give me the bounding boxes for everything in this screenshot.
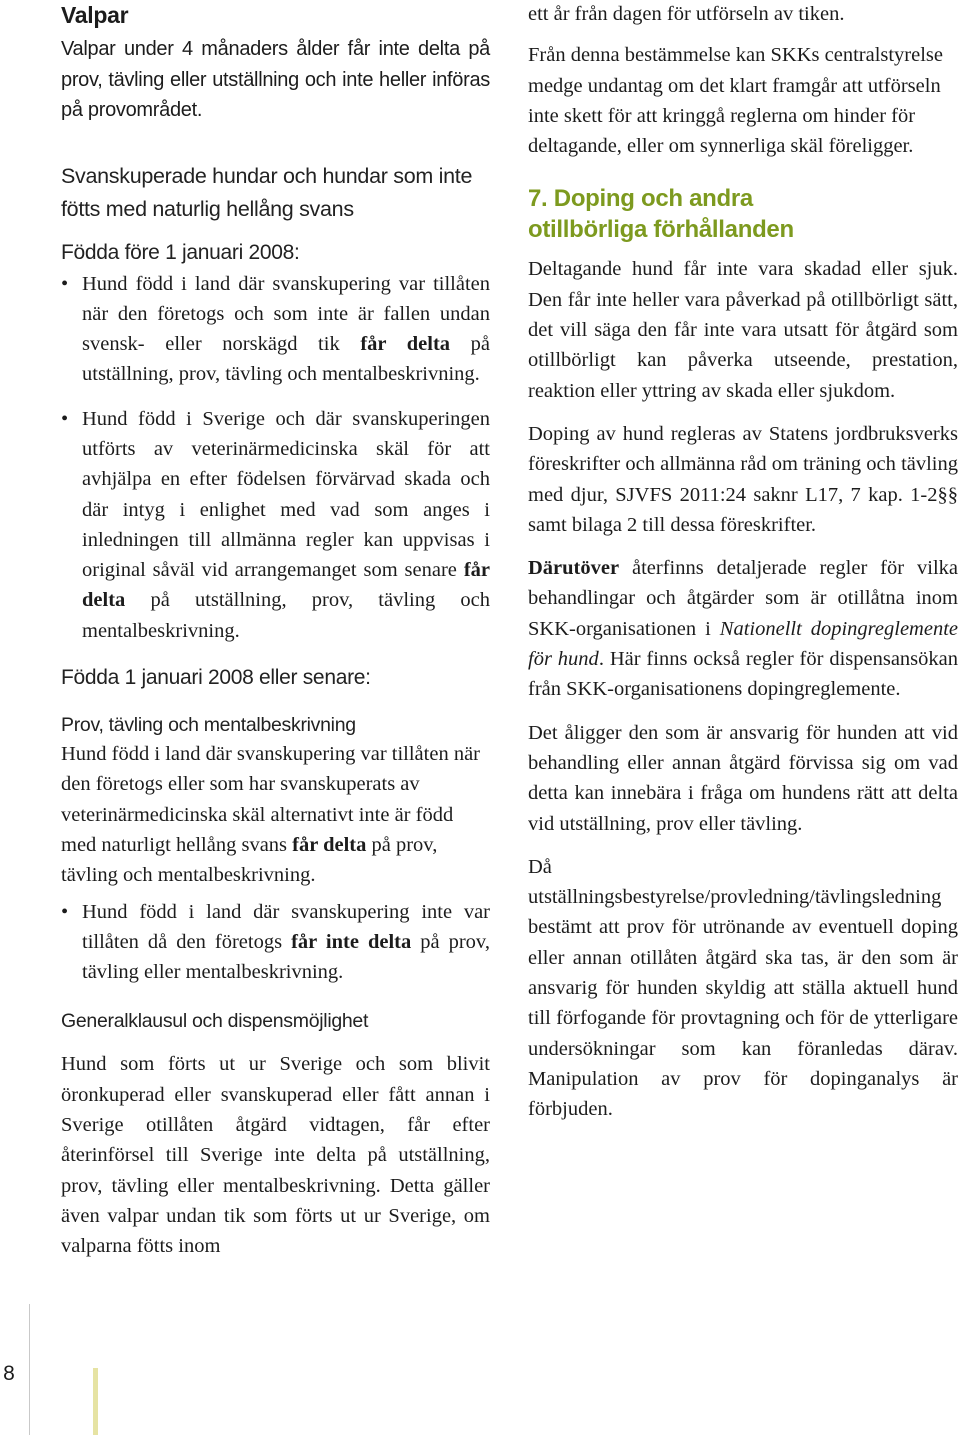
page-number: 8	[3, 1362, 15, 1385]
tail-docked-heading-l1: Svanskuperade hundar och hundar som inte	[61, 163, 473, 188]
left-column	[61, 0, 490, 1262]
prov-heading: Prov, tävling och mentalbeskrivning	[61, 714, 356, 737]
bullet-icon: •	[61, 900, 69, 923]
valpar-heading: Valpar	[61, 2, 129, 28]
bullet-icon: •	[61, 272, 69, 295]
general-clause-paragraph: Hund som förts ut ur Sverige och som blivit öronkuperad eller svanskuperad eller fått annan i Sverige otillåten åtgärd vidtagen, får efter återinförsel till Sverige inte delta på utställning, prov, tävling eller mentalbeskrivning. Detta gäller även valpar undan tik som förts ut ur Sverige, om valparna fötts inom	[61, 1053, 490, 1258]
general-clause-heading: Generalklausul och dispensmöjlighet	[61, 1010, 369, 1033]
continued-text: ett år från dagen för utförseln av tiken.	[528, 3, 845, 25]
doping-paragraph-1: Deltagande hund får inte vara skadad eller sjuk. Den får inte heller vara påverkad på otillbörligt sätt, det vill säga den får inte vara utsatt för åtgärd som otillbörligt kan påverka utseende, prestation, reaktion eller yttring av skada eller sjukdom.	[528, 258, 958, 402]
bullet-icon: •	[61, 407, 69, 430]
doping-heading	[528, 183, 958, 245]
tail-docked-heading	[61, 160, 490, 226]
accent-bar	[93, 1368, 98, 1435]
born-before-2008-label: Födda före 1 januari 2008:	[61, 240, 300, 264]
doping-paragraph-5: Då utställningsbestyrelse/provledning/tävlingsledning bestämt att prov för utrönande av eventuell doping eller annan otillåten åtgärd ska tas, är den som är ansvarig för hunden skyldig att ställa aktuell hund till förfogande för provtagning och för de ytterligare undersökningar som kan föranledas därav. Manipulation av prov för dopinganalys är förbjuden.	[528, 855, 958, 1121]
born-after-2008-label: Födda 1 januari 2008 eller senare:	[61, 666, 371, 690]
doping-paragraph-3: Därutöver återfinns detaljerade regler för vilka behandlingar och åtgärder som är otillåtna inom SKK-organisationen i Nationellt dopingreglemente för hund. Här finns också regler för dispensansökan från SKK-organisationens dopingreglemente.	[528, 557, 958, 701]
after-2008-list	[61, 897, 490, 988]
doping-paragraph-2: Doping av hund regleras av Statens jordbruksverks föreskrifter och allmänna råd om träning och tävling med djur, SJVFS 2011:24 saknr L17, 7 kap. 1-2§§ samt bilaga 2 till dessa föreskrifter.	[528, 422, 958, 536]
prov-paragraph: Hund född i land där svanskupering var tillåten när den företogs eller som har svanskuperats av veterinärmedicinska skäl alternativt inte är född med naturligt hellång svans får delta på prov, tävling och mentalbeskrivning.	[61, 743, 480, 887]
valpar-paragraph: Valpar under 4 månaders ålder får inte delta på prov, tävling eller utställning och inte heller införas på provområdet.	[61, 38, 490, 121]
dispensation-paragraph: Från denna bestämmelse kan SKKs centralstyrelse medge undantag om det klart framgår att utförseln inte skett för att kringgå reglerna om hinder för deltagande, eller om synnerliga skäl föreligger.	[528, 44, 944, 158]
list-item: • Hund född i land där svanskupering var tillåten när den företogs och som inte är fallen undan svensk- eller norskägd tik får delta på utställning, prov, tävling och mentalbeskrivning.	[61, 269, 490, 390]
list-item: • Hund född i Sverige och där svanskuperingen utförts av veterinärmedicinska skäl för att avhjälpa en efter födelsen förvärvad skada och där intyg i enlighet med vad som anges i inledningen till allmänna regler kan uppvisas i original såväl vid arrangemanget som senare får delta på utställning, prov, tävling och mentalbeskrivning.	[61, 404, 490, 646]
list-item: • Hund född i land där svanskupering inte var tillåten då den företogs får inte delta på prov, tävling eller mentalbeskrivning.	[61, 897, 490, 988]
before-2008-list	[61, 269, 490, 647]
right-column	[528, 0, 958, 1125]
doping-heading-l2: otillbörliga förhållanden	[528, 216, 794, 244]
tail-docked-heading-l2: fötts med naturlig hellång svans	[61, 196, 354, 221]
doping-heading-l1: 7. Doping och andra	[528, 185, 753, 213]
margin-rule	[29, 1304, 30, 1435]
doping-paragraph-4: Det åligger den som är ansvarig för hunden att vid behandling eller annan åtgärd förvissa sig om vad detta kan innebära i fråga om hundens rätt att delta vid utställning, prov eller tävling.	[528, 721, 958, 835]
